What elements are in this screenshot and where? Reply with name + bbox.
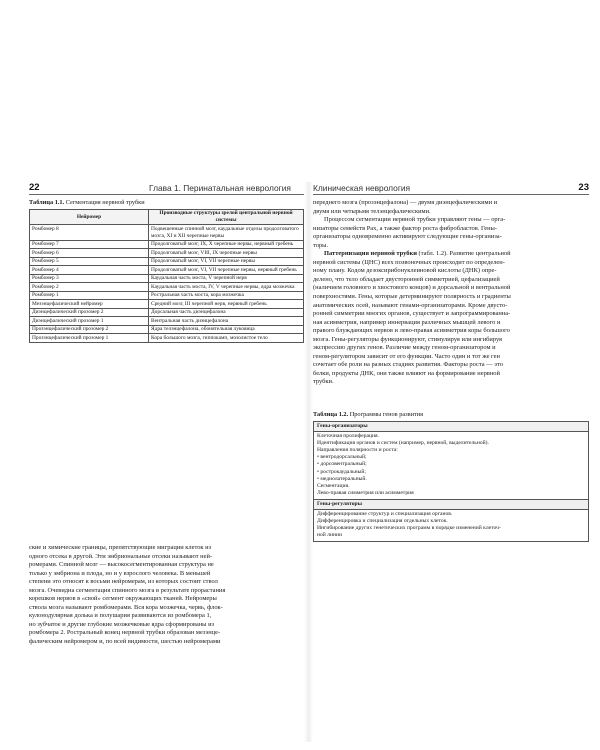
list-item: Ингибирование других генетических программ в порядке изменений клеточ-	[317, 525, 501, 532]
text-line: ронней симметрии многих органов, существует и запрограммированна-	[313, 310, 511, 318]
table-cell: Средний мозг, III черепной нерв, нервный гребень	[149, 300, 304, 309]
text-line: ромерами. Спинной мозг — высокосегментированная структура не	[29, 561, 214, 569]
text-line: мозга. Очевидна сегментация спинного мозга в результате прорастания	[29, 586, 226, 594]
table-cell: Продолговатый мозг, VI, VII черепные нервы, нервный гребень	[149, 266, 304, 275]
table-row	[30, 334, 304, 343]
bullet-item: • вентродорсальный;	[317, 454, 585, 461]
text-line: ские и химические границы, препятствующие миграции клеток из	[29, 544, 212, 551]
text-line: сочетает обе роли на разных стадиях развития. Факторы роста — это	[313, 361, 503, 369]
text-line: одного отсека в другой. Эти эмбриональные отсеки называют ней-	[29, 552, 213, 560]
list-item: Лево-правая симметрия или асимметрия	[317, 489, 414, 496]
table-cell: Каудальная часть моста, V черепной нерв	[149, 274, 304, 283]
text-line: геном-регулятором зависит от его функции. Часто один и тот же ген	[313, 352, 500, 360]
table-row	[30, 308, 304, 317]
table-cell: Ромбомер 1	[30, 291, 149, 300]
table-row	[314, 432, 589, 500]
text-line: переднего мозга (прозэнцефалона) — двумя диэнцефалическими и	[313, 199, 498, 206]
text-line: только у эмбриона и плода, но и у взрослого человека. В меньшей	[29, 569, 211, 577]
table-header-row	[30, 210, 304, 225]
organizers-header: Гены-организаторы	[314, 422, 589, 432]
table-cell: Мезэнцефалический нейромер	[30, 300, 149, 309]
table-cell: Подвешенные спинной мозг, каудальные отделы продолговатого мозга, XI и XII черепные нервы	[149, 225, 304, 240]
table-cell: Продолговатый мозг, VIII, IX черепные нервы	[149, 249, 304, 258]
text-line: правого блуждающих нервов и лево-правая асимметрия коры большого	[313, 327, 510, 335]
table-header-derivatives: Производные структуры зрелой центральной нервной системы	[149, 210, 304, 225]
table-cell: Прозэнцефалический прозомер 1	[30, 334, 149, 343]
bullet-item: • дорсовентральный;	[317, 461, 585, 468]
table-cell: Дорсальная часть диэнцефалона	[149, 308, 304, 317]
table-row	[30, 300, 304, 309]
table-header-neuromer: Нейромер	[30, 210, 149, 225]
table-row	[30, 325, 304, 334]
text-line: ному плану. Кодом дезоксирибонуклеиновой кислоты (ДНК) опре-	[313, 267, 497, 275]
table-cell: Диэнцефалический прозомер 1	[30, 317, 149, 326]
text-line: ная асимметрия, например иннервация различных мышцей левого и	[313, 318, 501, 326]
table-1-1-label: Таблица 1.1.	[29, 199, 65, 206]
text-line: кулонодулярная долька и полушария развиваются из ромбомера 1,	[29, 612, 212, 620]
text-run: (табл. 1.2). Развитие центральной	[416, 250, 511, 258]
table-cell: Ромбомер 8	[30, 225, 149, 240]
table-row	[30, 266, 304, 275]
table-1-2-label: Таблица 1.2.	[313, 411, 349, 418]
text-line: торы.	[313, 241, 329, 249]
paragraph-3	[313, 250, 589, 387]
table-cell: Ростральная часть моста, кора мозжечка	[149, 291, 304, 300]
text-line: но зубчатое и другие глубокие мозжечковые ядра сформированы из	[29, 620, 215, 628]
table-cell: Ромбомер 7	[30, 240, 149, 249]
table-cell: Вентральная часть диэнцефалона	[149, 317, 304, 326]
text-line: экспрессию других генов. Различие между геном-организатором и	[313, 344, 496, 352]
text-line	[313, 250, 589, 259]
table-row	[30, 317, 304, 326]
table-1-1	[29, 209, 304, 343]
table-row	[30, 225, 304, 240]
table-cell: Ромбомер 6	[30, 249, 149, 258]
regulators-cell	[314, 510, 589, 542]
table-cell: Ядра телэнцефалона, обонятельная луковица	[149, 325, 304, 334]
text-line: низаторы семейств Pax, а также фактор роста фибробластов. Гены-	[313, 224, 497, 232]
bullet-item: • рострокаудальный;	[317, 469, 585, 476]
text-line: нервной системы (ЦНС) всех позвоночных происходит по определен-	[313, 258, 505, 266]
list-item: Дифференцирование структур и специализация органов.	[317, 511, 453, 518]
text-line: организаторы одновременно активируют следующие гены-организа-	[313, 233, 502, 241]
page-number-left: 22	[29, 182, 40, 193]
text-line: корешков нервов в «свой» сегмент окружающих тканей. Нейромеры	[29, 595, 217, 603]
text-line: ствола мозга называют ромбомерами. Вся кора мозжечка, червь, флок-	[29, 603, 223, 611]
list-item: Идентификация органов и систем (например, нервной, выделительной).	[317, 440, 489, 447]
text-line: мозга. Гены-регуляторы функционируют, стимулируя или ингибируя	[313, 335, 503, 343]
table-1-2	[313, 421, 589, 542]
table-cell: Каудальная часть моста, IV, V черепные нервы, ядра мозжечка	[149, 283, 304, 292]
table-cell: Ромбомер 5	[30, 257, 149, 266]
table-row	[30, 274, 304, 283]
paragraph-2	[313, 216, 589, 250]
text-line: степени это относят к восьми нейромерам, из которых состоит ствол	[29, 578, 218, 586]
section-title: Клиническая неврология	[313, 183, 411, 193]
table-section-row	[314, 422, 589, 432]
text-line: (наличием головного и хвостового концов) и дорсальной и вентральной	[313, 284, 511, 292]
right-page-header	[313, 182, 589, 195]
table-cell: Ромбомер 2	[30, 283, 149, 292]
paragraph-1	[313, 199, 589, 216]
table-row	[30, 240, 304, 249]
list-item: Дифференцировка и специализация отдельных клеток.	[317, 518, 448, 525]
text-line: фалическим нейромером и, по всей видимости, шестью нейромерами	[29, 638, 221, 646]
table-row	[314, 510, 589, 542]
table-cell: Кора большого мозга, гиппокамп, мозолистое тело	[149, 334, 304, 343]
text-line: ромбомера 2. Ростральный конец нервной трубки образован мезэнце-	[29, 629, 221, 637]
left-page	[29, 182, 304, 742]
table-cell: Прозэнцефалический прозомер 2	[30, 325, 149, 334]
table-section-row	[314, 499, 589, 509]
left-page-header	[29, 182, 304, 195]
table-row	[30, 291, 304, 300]
right-page	[313, 182, 589, 742]
text-line: анатомических осей, называют генами-организаторами. Кроме двусто-	[313, 301, 508, 309]
table-row	[30, 283, 304, 292]
organizers-cell	[314, 432, 589, 500]
bullet-item: • медиолатеральный.	[317, 476, 585, 483]
table-row	[30, 257, 304, 266]
paragraph-lead: Паттернизация нервной трубки	[324, 250, 417, 258]
left-body-text	[29, 544, 304, 647]
table-1-2-title: Программы генов развития	[349, 411, 424, 418]
text-line: делено, что тело обладает двусторонней симметрией, цефализацией	[313, 275, 500, 283]
regulators-header: Гены-регуляторы	[314, 499, 589, 509]
text-line: белки, продукты ДНК, они также влияют на формирование нервной	[313, 369, 500, 377]
list-item: Сегментация.	[317, 482, 350, 489]
right-body-text	[313, 199, 589, 387]
table-row	[30, 249, 304, 258]
list-item: Направления полярности и роста:	[317, 447, 398, 454]
table-cell: Диэнцефалический прозомер 2	[30, 308, 149, 317]
list-item: Клеточная пролиферация.	[317, 433, 379, 440]
table-1-1-title: Сегментация нервной трубки	[65, 199, 145, 206]
table-cell: Продолговатый мозг, IX, X черепные нервы, нервный гребень	[149, 240, 304, 249]
table-1-2-caption	[313, 411, 423, 419]
table-1-1-caption	[29, 199, 145, 207]
book-gutter	[304, 182, 313, 742]
chapter-title: Глава 1. Перинатальная неврология	[149, 183, 291, 193]
table-cell: Ромбомер 4	[30, 266, 149, 275]
list-item: ной линии	[317, 532, 342, 539]
table-cell: Ромбомер 3	[30, 274, 149, 283]
text-line: двумя или четырьмя телэнцефалическими.	[313, 207, 431, 215]
text-line: трубки.	[313, 378, 334, 386]
text-line: Процессом сегментации нервной трубки управляют гены — орга-	[324, 216, 506, 224]
page-number-right: 23	[578, 182, 589, 193]
table-cell: Продолговатый мозг, VI, VII черепные нервы	[149, 257, 304, 266]
text-line: поверхностями. Гены, которые детерминируют полярность и градиенты	[313, 293, 511, 301]
